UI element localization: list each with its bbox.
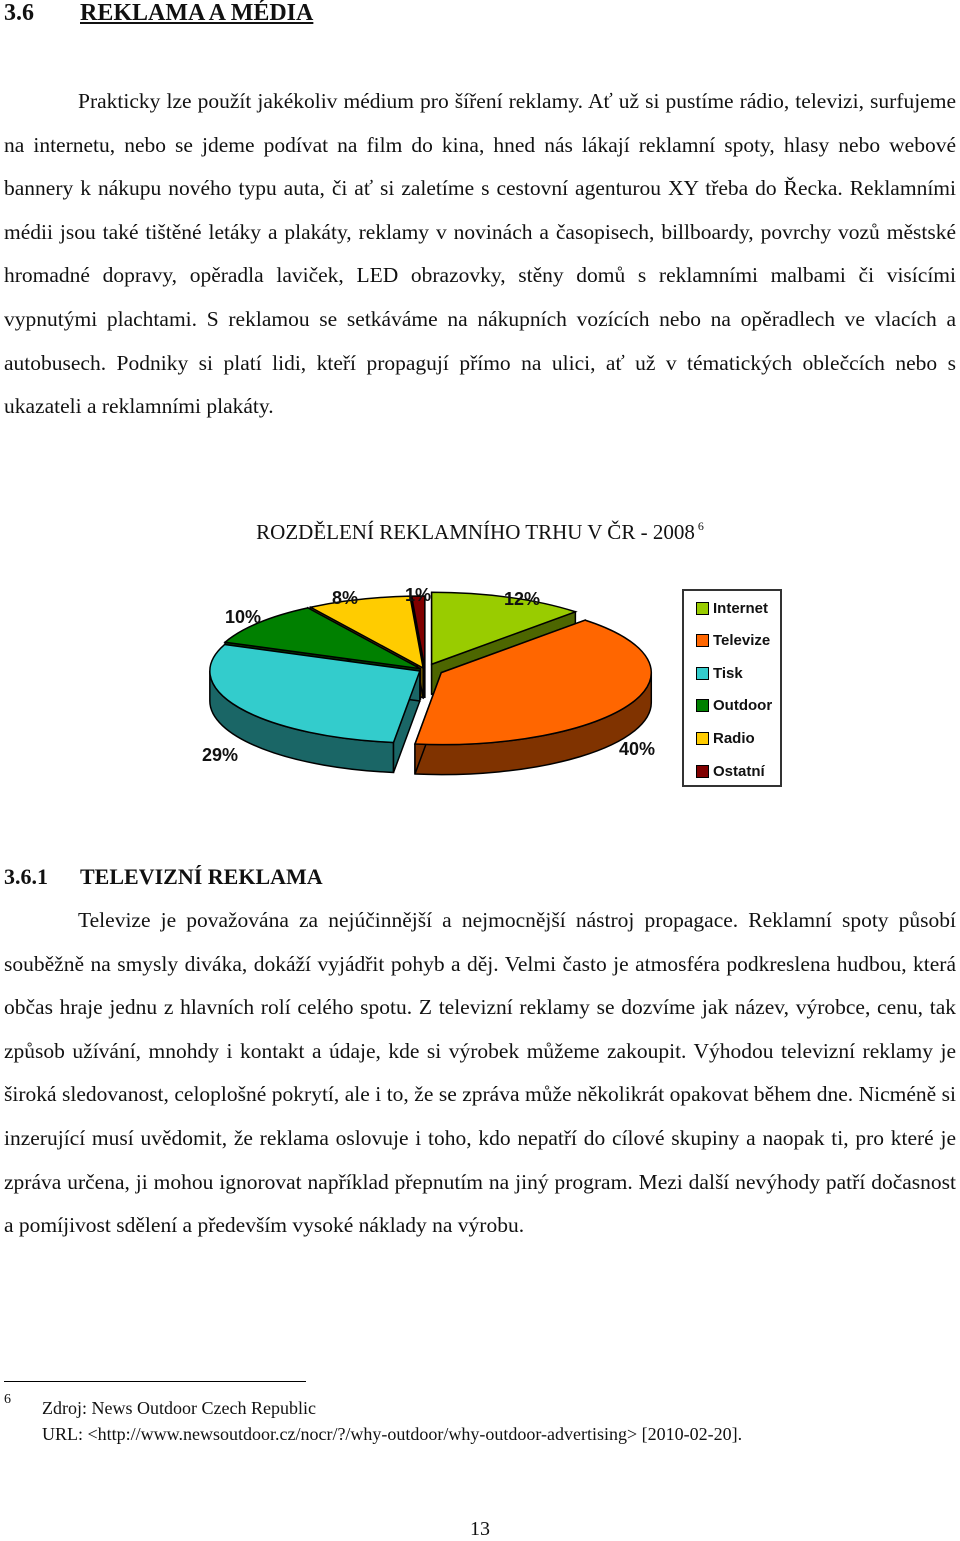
legend-item-televize — [696, 631, 770, 651]
data-label-tisk: 29% — [201, 745, 239, 765]
section-heading — [4, 0, 313, 27]
legend-item-ostatní — [696, 761, 765, 781]
legend-item-internet — [696, 598, 768, 618]
subsection-number: 3.6.1 — [4, 864, 48, 889]
data-label-outdoor: 10% — [224, 607, 262, 627]
legend-item-outdoor — [696, 696, 772, 716]
data-label-internet: 12% — [503, 589, 541, 609]
footnote-source: Zdroj: News Outdoor Czech Republic — [42, 1398, 316, 1418]
legend-swatch — [696, 634, 709, 647]
legend-swatch — [696, 765, 709, 778]
legend-item-tisk — [696, 663, 743, 683]
intro-paragraph — [4, 80, 956, 429]
chart-title-footnote-ref: 6 — [697, 519, 704, 533]
legend-label: Radio — [713, 729, 755, 747]
legend-label: Televize — [713, 632, 771, 650]
page-number: 13 — [470, 1518, 490, 1540]
tv-paragraph-text: Televize je považována za nejúčinnější a nejmocnější nástroj propagace. Reklamní spoty působí souběžně na smysly diváka, dokáží vyjádřit pohyb a děj. Velmi často je atmosféra podkreslena hudbou, která občas hraje jednu z hlavních rolí celého spotu. Z televizní reklamy se dozvíme jak název, výrobce, cenu, tak způsob užívání, mnohdy i kontakt a údaje, kde si výrobek můžeme zakoupit. Výhodou televizní reklamy je široká sledovanost, celoplošné pokrytí, ale i to, že se zpráva může několikrát opakovat během dne. Nicméně si inzerující musí uvědomit, že reklama oslovuje i toho, kdo nepatří do cílové skupiny a naopak ti, pro které je zpráva určena, ji mohou ignorovat například přepnutím na jiný program. Mezi další nevýhody patří dočasnost a pomíjivost sdělení a především vysoké náklady na výrobu. — [4, 908, 956, 1238]
footnote-url: URL: <http://www.newsoutdoor.cz/nocr/?/why-outdoor/why-outdoor-advertising> [2010-02-20]. — [42, 1424, 743, 1444]
legend-label: Internet — [713, 599, 769, 617]
chart-legend — [682, 589, 782, 787]
subsection-title: TELEVIZNÍ REKLAMA — [80, 864, 323, 889]
subsection-heading — [4, 864, 323, 890]
intro-paragraph-text: Prakticky lze použít jakékoliv médium pro šíření reklamy. Ať už si pustíme rádio, televizi, surfujeme na internetu, nebo se jdeme podívat na film do kina, hned nás lákají reklamní spoty, hlasy nebo webové bannery k nákupu nového typu auta, či ať si zaletíme s cestovní agenturou XY třeba do Řecka. Reklamními médii jsou také tištěné letáky a plakáty, reklamy v novinách a časopisech, billboardy, povrchy vozů městské hromadné dopravy, opěradla laviček, LED obrazovky, stěny domů s reklamními malbami či visícími vypnutými plachtami. S reklamou se setkáváme na nákupních vozících nebo na opěradlech ve vlacích a autobusech. Podniky si platí lidi, kteří propagují přímo na ulici, ať už v tématických oblečcích nebo s ukazateli a reklamními plakáty. — [4, 89, 956, 419]
legend-swatch — [696, 602, 709, 615]
data-label-radio: 8% — [331, 588, 359, 608]
legend-label: Outdoor — [713, 697, 773, 715]
chart-title — [0, 519, 960, 545]
section-number: 3.6 — [4, 0, 34, 26]
data-label-ostatní: 1% — [404, 585, 432, 605]
market-share-pie-chart — [0, 575, 680, 795]
section-title: REKLAMA A MÉDIA — [80, 0, 314, 26]
chart-title-text: ROZDĚLENÍ REKLAMNÍHO TRHU V ČR - 2008 — [256, 520, 695, 544]
legend-swatch — [696, 699, 709, 712]
data-label-televize: 40% — [618, 739, 656, 759]
legend-label: Ostatní — [713, 762, 765, 780]
legend-item-radio — [696, 728, 755, 748]
footnote-divider — [4, 1381, 306, 1382]
tv-paragraph — [4, 899, 956, 1248]
legend-label: Tisk — [713, 664, 743, 682]
legend-swatch — [696, 667, 709, 680]
legend-swatch — [696, 732, 709, 745]
footnote-mark: 6 — [4, 1392, 11, 1407]
